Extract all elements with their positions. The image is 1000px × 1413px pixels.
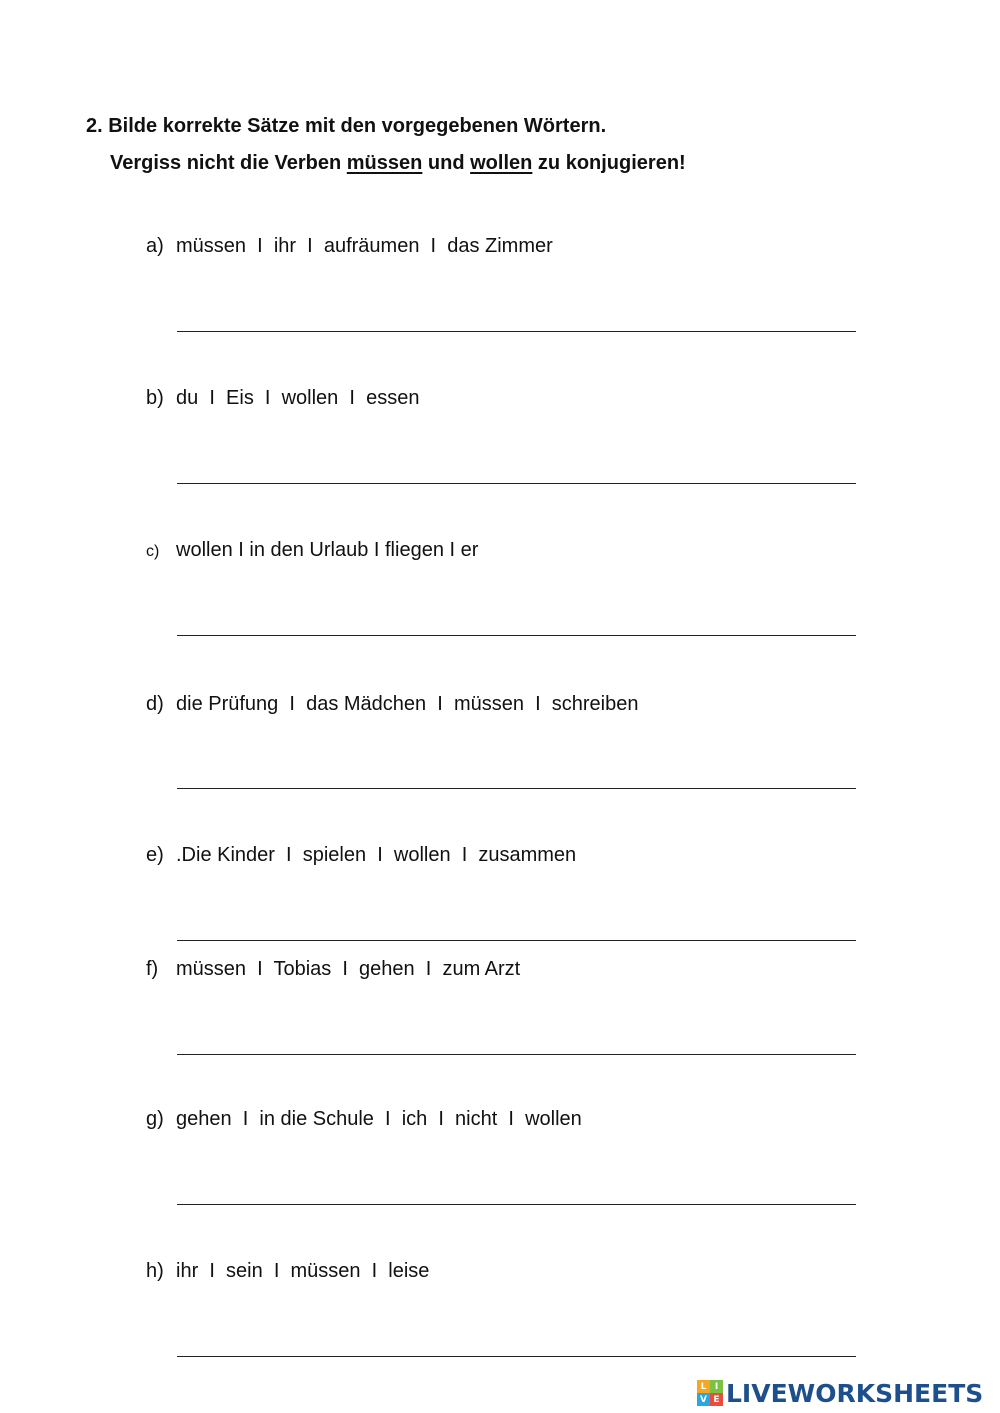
task-letter: f)	[146, 958, 159, 980]
verb-wollen: wollen	[470, 152, 533, 174]
badge-letter: V	[697, 1393, 710, 1406]
verb-muessen: müssen	[346, 152, 423, 174]
badge-letter: E	[710, 1393, 723, 1406]
task-words: .Die Kinder I spielen I wollen I zusammen	[176, 844, 577, 866]
liveworksheets-wordmark: LIVEWORKSHEETS	[726, 1378, 984, 1408]
answer-line[interactable]	[177, 1204, 856, 1205]
answer-line[interactable]	[177, 635, 856, 636]
task-item	[146, 843, 576, 867]
task-item	[146, 1259, 429, 1283]
task-item	[146, 234, 553, 258]
task-item	[146, 1107, 582, 1131]
instruction-prefix: Vergiss nicht die Verben	[110, 152, 347, 174]
task-words: die Prüfung I das Mädchen I müssen I schreiben	[176, 693, 639, 715]
task-letter: e)	[146, 844, 164, 866]
task-letter: d)	[146, 693, 164, 715]
task-item	[146, 692, 638, 716]
answer-line[interactable]	[177, 331, 856, 332]
task-words: du I Eis I wollen I essen	[176, 387, 420, 409]
badge-letter: I	[710, 1380, 723, 1393]
task-letter: b)	[146, 387, 164, 409]
task-words: ihr I sein I müssen I leise	[176, 1260, 430, 1282]
task-item	[146, 957, 520, 981]
task-item	[146, 386, 419, 410]
exercise-instruction	[110, 151, 686, 175]
answer-line[interactable]	[177, 940, 856, 941]
task-letter: a)	[146, 235, 164, 257]
answer-line[interactable]	[177, 1054, 856, 1055]
answer-line[interactable]	[177, 1356, 856, 1357]
task-letter: h)	[146, 1260, 164, 1282]
answer-line[interactable]	[177, 788, 856, 789]
task-item	[146, 538, 478, 564]
badge-letter: L	[697, 1380, 710, 1393]
instruction-suffix: zu konjugieren!	[532, 152, 686, 174]
liveworksheets-badge-icon	[697, 1380, 723, 1406]
task-words: gehen I in die Schule I ich I nicht I wollen	[176, 1108, 582, 1130]
task-letter: c)	[146, 543, 160, 560]
task-words: müssen I Tobias I gehen I zum Arzt	[176, 958, 521, 980]
task-words: müssen I ihr I aufräumen I das Zimmer	[176, 235, 553, 257]
task-words: wollen I in den Urlaub I fliegen I er	[176, 539, 479, 561]
instruction-mid: und	[422, 152, 471, 174]
task-letter: g)	[146, 1108, 164, 1130]
answer-line[interactable]	[177, 483, 856, 484]
liveworksheets-logo	[697, 1378, 983, 1408]
exercise-title: 2. Bilde korrekte Sätze mit den vorgegebenen Wörtern.	[86, 115, 607, 137]
